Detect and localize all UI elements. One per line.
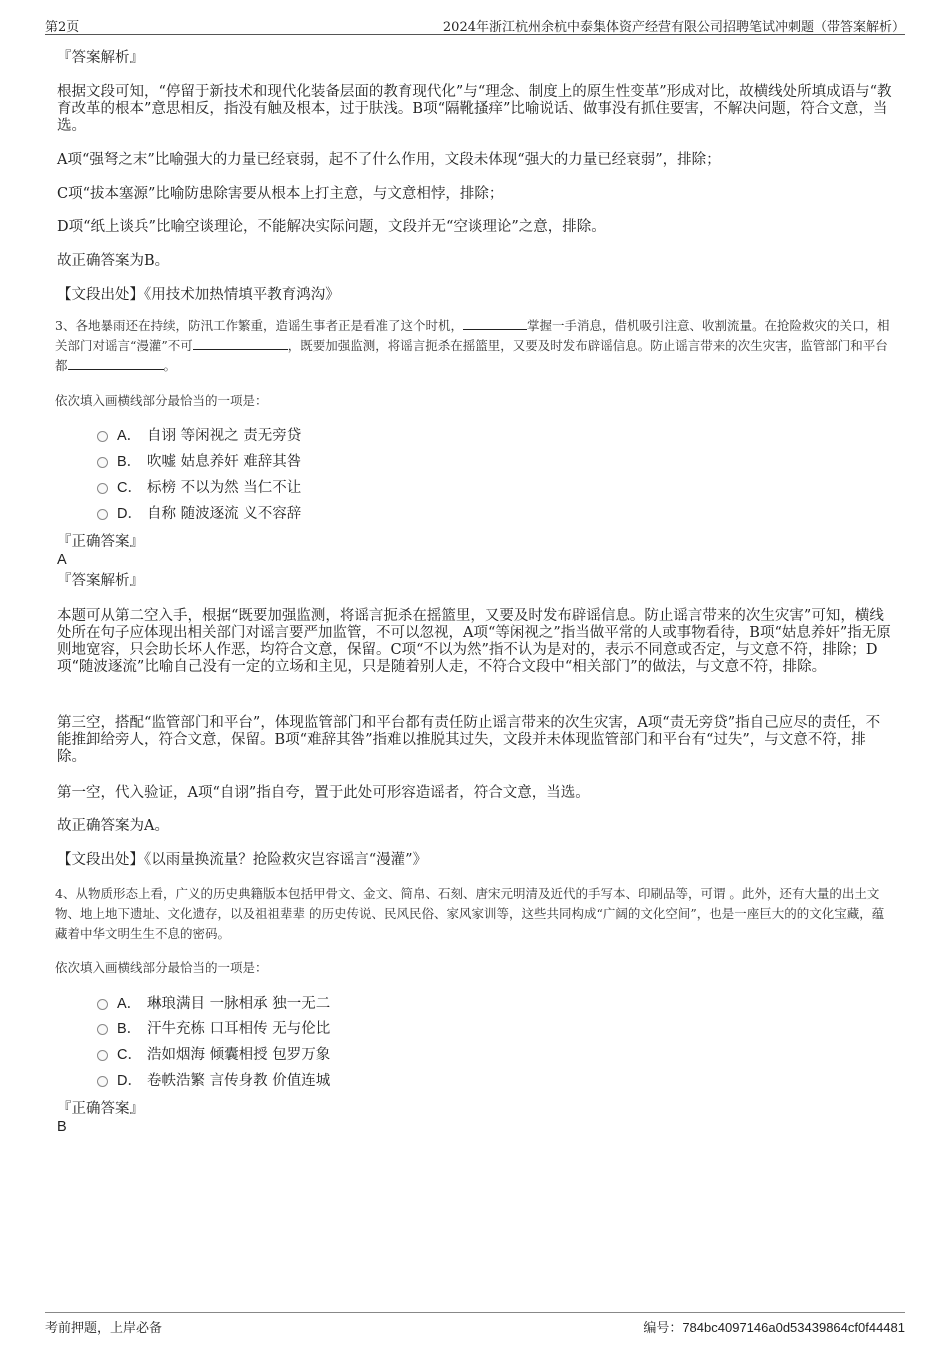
page-header [45, 14, 905, 35]
radio-icon[interactable] [97, 1024, 108, 1035]
radio-icon[interactable] [97, 483, 108, 494]
option-b[interactable]: B． 汗牛充栋 口耳相传 无与伦比 [97, 1020, 330, 1038]
radio-icon[interactable] [97, 431, 108, 442]
analysis-paragraph: 第一空，代入验证，A项“自诩”指自夸，置于此处可形容造谣者，符合文意，当选。 [57, 785, 590, 801]
analysis-label-q2: 『答案解析』 [57, 50, 144, 66]
fill-blank [193, 336, 288, 350]
conclusion-paragraph: 故正确答案为A。 [57, 818, 169, 834]
option-a[interactable]: A． 自诩 等闲视之 责无旁贷 [97, 427, 301, 445]
fill-blank [68, 356, 164, 370]
option-a[interactable]: A． 琳琅满目 一脉相承 独一无二 [97, 995, 330, 1013]
correct-answer-label: 『正确答案』 [57, 534, 144, 550]
option-d[interactable]: D． 自称 随波逐流 义不容辞 [97, 505, 301, 523]
fill-blank [463, 316, 527, 330]
analysis-paragraph: 根据文段可知，“停留于新技术和现代化装备层面的教育现代化”与“理念、制度上的原生性变革”形成对比，故横线处所填成语与“教育改革的根本”意思相反，指没有触及根本，过于肤浅。B项“隔靴搔痒”比喻说话、做事没有抓住要害，不解决问题，符合文意，当选。 [57, 84, 892, 134]
question-3-text: 3、各地暴雨还在持续，防汛工作繁重，造谣生事者正是看准了这个时机， 掌握一手消息，借机吸引注意、收割流量。在抢险救灾的关口，相关部门对谣言“漫灌”不可 ，既要加强监测，将谣言扼杀在摇篮里，又要及时发布辟谣信息。防止谣言带来的次生灾害，监管部门和平台都 。 [55, 318, 890, 373]
footer-slogan: 考前押题，上岸必备 [45, 1321, 163, 1336]
page-number: 第2页 [45, 20, 80, 35]
radio-icon[interactable] [97, 999, 108, 1010]
option-c[interactable]: C． 浩如烟海 倾囊相授 包罗万象 [97, 1046, 330, 1064]
document-title: 2024年浙江杭州余杭中泰集体资产经营有限公司招聘笔试冲刺题（带答案解析） [442, 20, 905, 35]
analysis-paragraph: A项“强弩之末”比喻强大的力量已经衰弱，起不了什么作用，文段未体现“强大的力量已经衰弱”，排除； [57, 152, 721, 168]
correct-answer-label: 『正确答案』 [57, 1101, 144, 1117]
document-code: 编号：784bc4097146a0d53439864cf0f44481 [643, 1320, 905, 1335]
radio-icon[interactable] [97, 1076, 108, 1087]
analysis-paragraph: 本题可从第二空入手，根据“既要加强监测，将谣言扼杀在摇篮里，又要及时发布辟谣信息。防止谣言带来的次生灾害”可知，横线处所在句子应体现出相关部门对谣言要严加监管，不可以忽视，A项“等闲视之”指当做平常的人或事物看待，B项“姑息养奸”指无原则地宽容，只会助长坏人作恶，均符合文意，保留。C项“不以为然”指不认为是对的，表示不同意或否定，与文意不符，排除；D项“随波逐流”比喻自己没有一定的立场和主见，只是随着别人走，不符合文段中“相关部门”的做法，与文意不符，排除。 [57, 608, 891, 675]
correct-answer: A [57, 552, 67, 568]
question-prompt: 依次填入画横线部分最恰当的一项是： [55, 960, 268, 975]
radio-icon[interactable] [97, 509, 108, 520]
radio-icon[interactable] [97, 457, 108, 468]
analysis-paragraph: 第三空，搭配“监管部门和平台”，体现监管部门和平台都有责任防止谣言带来的次生灾害，A项“责无旁贷”指自己应尽的责任，不能推卸给旁人，符合文意，保留。B项“难辞其咎”指难以推脱其过失，文段并未体现监管部门和平台有“过失”，与文意不符，排除。 [57, 715, 881, 765]
analysis-paragraph: C项“拔本塞源”比喻防患除害要从根本上打主意，与文意相悖，排除； [57, 186, 504, 202]
question-4-text: 4、从物质形态上看，广义的历史典籍版本包括甲骨文、金文、简帛、石刻、唐宋元明清及近代的手写本、印刷品等，可谓 。此外，还有大量的出土文物、地上地下遗址、文化遗存，以及祖祖辈辈 的历史传说、民风民俗、家风家训等，这些共同构成“广阔的文化空间”，也是一座巨大的的文化宝藏，蕴藏着中华文明生生不息的密码。 [55, 886, 885, 941]
option-d[interactable]: D． 卷帙浩繁 言传身教 价值连城 [97, 1072, 330, 1090]
correct-answer: B [57, 1119, 67, 1135]
option-b[interactable]: B． 吹嘘 姑息养奸 难辞其咎 [97, 453, 301, 471]
conclusion-paragraph: 故正确答案为B。 [57, 253, 170, 269]
analysis-paragraph: D项“纸上谈兵”比喻空谈理论，不能解决实际问题，文段并无“空谈理论”之意，排除。 [57, 219, 606, 235]
source-citation: 【文段出处】《用技术加热情填平教育鸿沟》 [57, 287, 340, 303]
option-c[interactable]: C． 标榜 不以为然 当仁不让 [97, 479, 301, 497]
source-citation: 【文段出处】《以雨量换流量？抢险救灾岂容谣言“漫灌”》 [57, 852, 428, 868]
analysis-label: 『答案解析』 [57, 573, 144, 589]
question-prompt: 依次填入画横线部分最恰当的一项是： [55, 393, 268, 408]
page-footer [45, 1312, 905, 1337]
radio-icon[interactable] [97, 1050, 108, 1061]
